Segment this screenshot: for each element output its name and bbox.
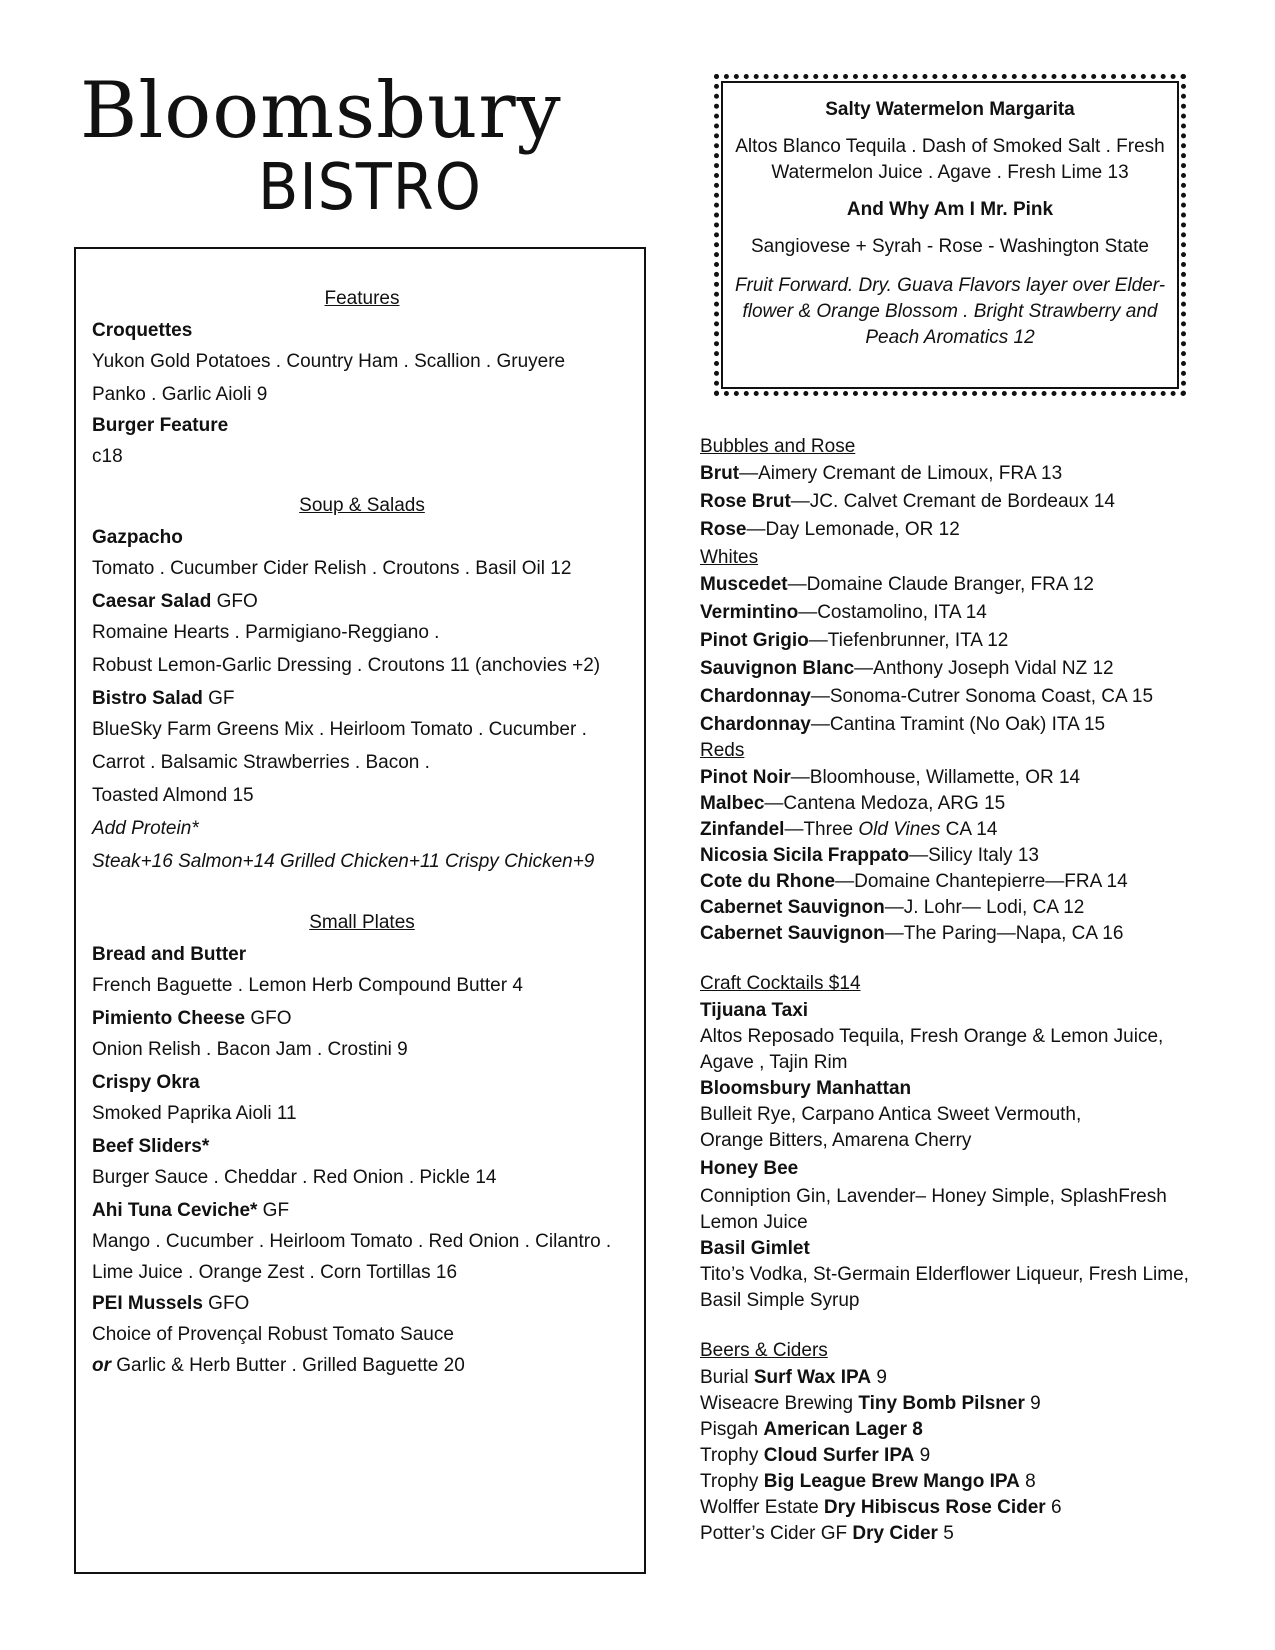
beers-heading: Beers & Ciders (700, 1340, 828, 1361)
wine-item: Brut—Aimery Cremant de Limoux, FRA 13 (700, 463, 1063, 484)
beer-item: Burial Surf Wax IPA 9 (700, 1367, 887, 1388)
beer-item: Trophy Cloud Surfer IPA 9 (700, 1445, 931, 1466)
burger-name: Burger Feature (92, 415, 229, 436)
mussels-name: PEI Mussels (92, 1293, 203, 1314)
beer-item: Potter’s Cider GF Dry Cider 5 (700, 1523, 954, 1544)
special-2-desc: Sangiovese + Syrah - Rose - Washington State (751, 236, 1149, 257)
cocktail-name: Bloomsbury Manhattan (700, 1078, 912, 1099)
sliders-desc: Burger Sauce . Cheddar . Red Onion . Pickle 14 (92, 1167, 497, 1188)
food-menu-box (74, 247, 646, 1574)
bistro-tag: GF (202, 688, 235, 709)
special-1-desc: Altos Blanco Tequila . Dash of Smoked Salt . Fresh Watermelon Juice . Agave . Fresh Lime 13 (735, 136, 1165, 183)
ahi-desc-2: Lime Juice . Orange Zest . Corn Tortillas 16 (92, 1262, 458, 1283)
beer-item: Wolffer Estate Dry Hibiscus Rose Cider 6 (700, 1497, 1062, 1518)
sliders-name: Beef Sliders* (92, 1136, 210, 1157)
wine-item: Rose Brut—JC. Calvet Cremant de Bordeaux 14 (700, 491, 1116, 512)
features-heading: Features (324, 288, 400, 309)
wine-item: Pinot Grigio—Tiefenbrunner, ITA 12 (700, 630, 1009, 651)
bistro-item (92, 685, 632, 716)
ahi-desc: Mango . Cucumber . Heirloom Tomato . Red Onion . Cilantro . (92, 1231, 612, 1252)
ahi-name: Ahi Tuna Ceviche* (92, 1200, 258, 1221)
cocktail-desc: Orange Bitters, Amarena Cherry (700, 1130, 972, 1151)
special-1-title: Salty Watermelon Margarita (825, 99, 1075, 120)
wine-item: Chardonnay—Sonoma-Cutrer Sonoma Coast, CA 15 (700, 686, 1154, 707)
wine-item: Cabernet Sauvignon—J. Lohr— Lodi, CA 12 (700, 897, 1085, 918)
bread-name: Bread and Butter (92, 944, 247, 965)
cocktail-desc: Basil Simple Syrup (700, 1290, 860, 1311)
wine-item: Nicosia Sicila Frappato—Silicy Italy 13 (700, 845, 1039, 866)
protein-options: Steak+16 Salmon+14 Grilled Chicken+11 Crispy Chicken+9 (92, 851, 595, 872)
logo-subtitle: BISTRO (258, 151, 482, 225)
cocktails-heading: Craft Cocktails $14 (700, 973, 861, 994)
wine-item: Rose—Day Lemonade, OR 12 (700, 519, 960, 540)
gazpacho-desc: Tomato . Cucumber Cider Relish . Croutons . Basil Oil 12 (92, 558, 572, 579)
burger-price: c18 (92, 446, 123, 467)
cocktail-name: Tijuana Taxi (700, 1000, 809, 1021)
mussels-item (92, 1290, 632, 1321)
wine-item: Zinfandel—Three Old Vines CA 14 (700, 819, 998, 840)
okra-desc: Smoked Paprika Aioli 11 (92, 1103, 297, 1124)
small-plates-heading: Small Plates (309, 912, 415, 933)
drinks-menu (700, 434, 1240, 1547)
cocktail-desc: Agave , Tajin Rim (700, 1052, 848, 1073)
wine-item: Cabernet Sauvignon—The Paring—Napa, CA 16 (700, 923, 1124, 944)
mussels-desc-2 (92, 1352, 632, 1383)
croquettes-desc-2: Panko . Garlic Aioli 9 (92, 384, 268, 405)
bistro-name: Bistro Salad (92, 688, 203, 709)
bread-desc: French Baguette . Lemon Herb Compound Butter 4 (92, 975, 523, 996)
wine-item: Vermintino—Costamolino, ITA 14 (700, 602, 987, 623)
restaurant-logo (80, 66, 562, 225)
cocktail-name: Basil Gimlet (700, 1238, 810, 1259)
wine-item: Muscedet—Domaine Claude Branger, FRA 12 (700, 574, 1094, 595)
beer-item: Trophy Big League Brew Mango IPA 8 (700, 1471, 1036, 1492)
bubbles-heading: Bubbles and Rose (700, 436, 856, 457)
specials-box (714, 74, 1186, 396)
add-protein: Add Protein* (92, 818, 199, 839)
cocktail-desc: Altos Reposado Tequila, Fresh Orange & Lemon Juice, (700, 1026, 1164, 1047)
special-2-notes: Fruit Forward. Dry. Guava Flavors layer over Elder-flower & Orange Blossom . Bright Strawberry and Peach Aromatics 12 (734, 275, 1166, 348)
wine-item: Cote du Rhone—Domaine Chantepierre—FRA 14 (700, 871, 1128, 892)
okra-name: Crispy Okra (92, 1072, 200, 1093)
croquettes-name: Croquettes (92, 320, 193, 341)
mussels-desc-2-text: Garlic & Herb Butter . Grilled Baguette 20 (111, 1355, 465, 1376)
pimiento-tag: GFO (245, 1008, 292, 1029)
mussels-tag: GFO (202, 1293, 250, 1314)
pimiento-item (92, 1005, 632, 1036)
bistro-desc: BlueSky Farm Greens Mix . Heirloom Tomato . Cucumber . (92, 719, 587, 740)
wine-item: Pinot Noir—Bloomhouse, Willamette, OR 14 (700, 767, 1081, 788)
reds-heading: Reds (700, 740, 745, 761)
bistro-desc-3: Toasted Almond 15 (92, 785, 254, 806)
pimiento-desc: Onion Relish . Bacon Jam . Crostini 9 (92, 1039, 408, 1060)
beer-item: Pisgah American Lager 8 (700, 1419, 923, 1440)
wine-item: Sauvignon Blanc—Anthony Joseph Vidal NZ 12 (700, 658, 1114, 679)
soups-heading: Soup & Salads (299, 495, 425, 516)
caesar-desc-2: Robust Lemon-Garlic Dressing . Croutons 11 (anchovies +2) (92, 655, 601, 676)
logo-name: Bloomsbury (80, 66, 562, 156)
whites-heading: Whites (700, 547, 759, 568)
caesar-tag: GFO (211, 591, 258, 612)
caesar-name: Caesar Salad (92, 591, 212, 612)
beer-item: Wiseacre Brewing Tiny Bomb Pilsner 9 (700, 1393, 1041, 1414)
pimiento-name: Pimiento Cheese (92, 1008, 246, 1029)
cocktail-desc: Lemon Juice (700, 1212, 808, 1233)
cocktail-desc: Conniption Gin, Lavender– Honey Simple, SplashFresh (700, 1186, 1167, 1207)
cocktail-desc: Bulleit Rye, Carpano Antica Sweet Vermouth, (700, 1104, 1082, 1125)
wine-item: Chardonnay—Cantina Tramint (No Oak) ITA 15 (700, 714, 1106, 735)
ahi-tag: GF (257, 1200, 290, 1221)
gazpacho-name: Gazpacho (92, 527, 183, 548)
caesar-desc: Romaine Hearts . Parmigiano-Reggiano . (92, 622, 440, 643)
wine-item: Malbec—Cantena Medoza, ARG 15 (700, 793, 1006, 814)
cocktail-desc: Tito’s Vodka, St-Germain Elderflower Liqueur, Fresh Lime, (700, 1264, 1189, 1285)
cocktail-name: Honey Bee (700, 1158, 799, 1179)
mussels-or: or (92, 1355, 111, 1376)
bistro-desc-2: Carrot . Balsamic Strawberries . Bacon . (92, 752, 430, 773)
mussels-desc: Choice of Provençal Robust Tomato Sauce (92, 1324, 454, 1345)
caesar-item (92, 588, 632, 619)
special-2-title: And Why Am I Mr. Pink (846, 199, 1054, 220)
croquettes-desc: Yukon Gold Potatoes . Country Ham . Scallion . Gruyere (92, 351, 566, 372)
ahi-item (92, 1197, 632, 1228)
